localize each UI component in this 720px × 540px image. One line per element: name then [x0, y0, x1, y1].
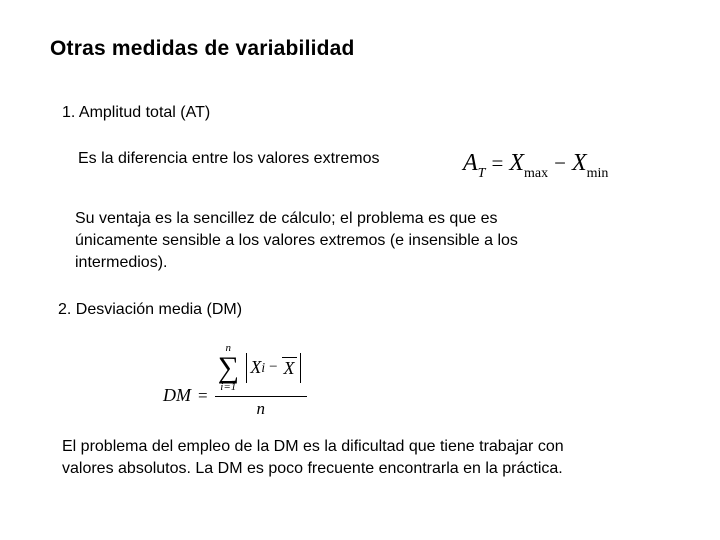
- paragraph-line: El problema del empleo de la DM es la dificultad que tiene trabajar con: [62, 438, 564, 455]
- summation-upper-limit: n: [225, 342, 232, 354]
- fraction-denominator: n: [256, 399, 266, 419]
- mean-deviation-formula: [163, 342, 307, 419]
- minus-sign: −: [269, 359, 278, 376]
- slide-title: Otras medidas de variabilidad: [50, 37, 355, 60]
- amplitude-term1: X: [509, 150, 524, 176]
- absolute-value-bar: [246, 353, 247, 383]
- amplitude-formula: A $_T$ = X $_{max}$ − X $_{min}$: [463, 150, 609, 181]
- absolute-value-group: [243, 353, 304, 383]
- paragraph-line: valores absolutos. La DM es poco frecuente encontrarla en la práctica.: [62, 460, 563, 477]
- deviation-variable-subscript: i: [261, 359, 266, 375]
- absolute-value-bar: [300, 353, 301, 383]
- paragraph-line: únicamente sensible a los valores extremos (e insensible a los: [75, 232, 518, 249]
- paragraph-line: Su ventaja es la sencillez de cálculo; el problema es que es: [75, 210, 498, 227]
- equals-sign: =: [491, 151, 504, 175]
- fraction: [215, 342, 307, 419]
- equals-sign: =: [198, 385, 208, 405]
- section-1-heading: 1. Amplitud total (AT): [62, 104, 211, 121]
- section-1-lead: Es la diferencia entre los valores extremos: [78, 150, 380, 167]
- minus-sign: −: [554, 151, 566, 175]
- x-bar-mean: X: [283, 357, 295, 378]
- deviation-variable: X: [250, 357, 262, 378]
- fraction-numerator: [215, 342, 307, 397]
- mean-deviation-lhs: DM: [163, 384, 191, 405]
- summation-lower-limit: i=1: [220, 381, 237, 394]
- amplitude-term2: X: [571, 150, 587, 176]
- amplitude-lhs: A: [463, 150, 478, 176]
- section-1-paragraph: [75, 208, 518, 274]
- paragraph-line: intermedios).: [75, 254, 168, 271]
- section-2-paragraph: [62, 436, 564, 480]
- summation-symbol: ∑: [217, 351, 239, 385]
- section-2-heading: 2. Desviación media (DM): [58, 301, 243, 318]
- summation: [218, 342, 239, 393]
